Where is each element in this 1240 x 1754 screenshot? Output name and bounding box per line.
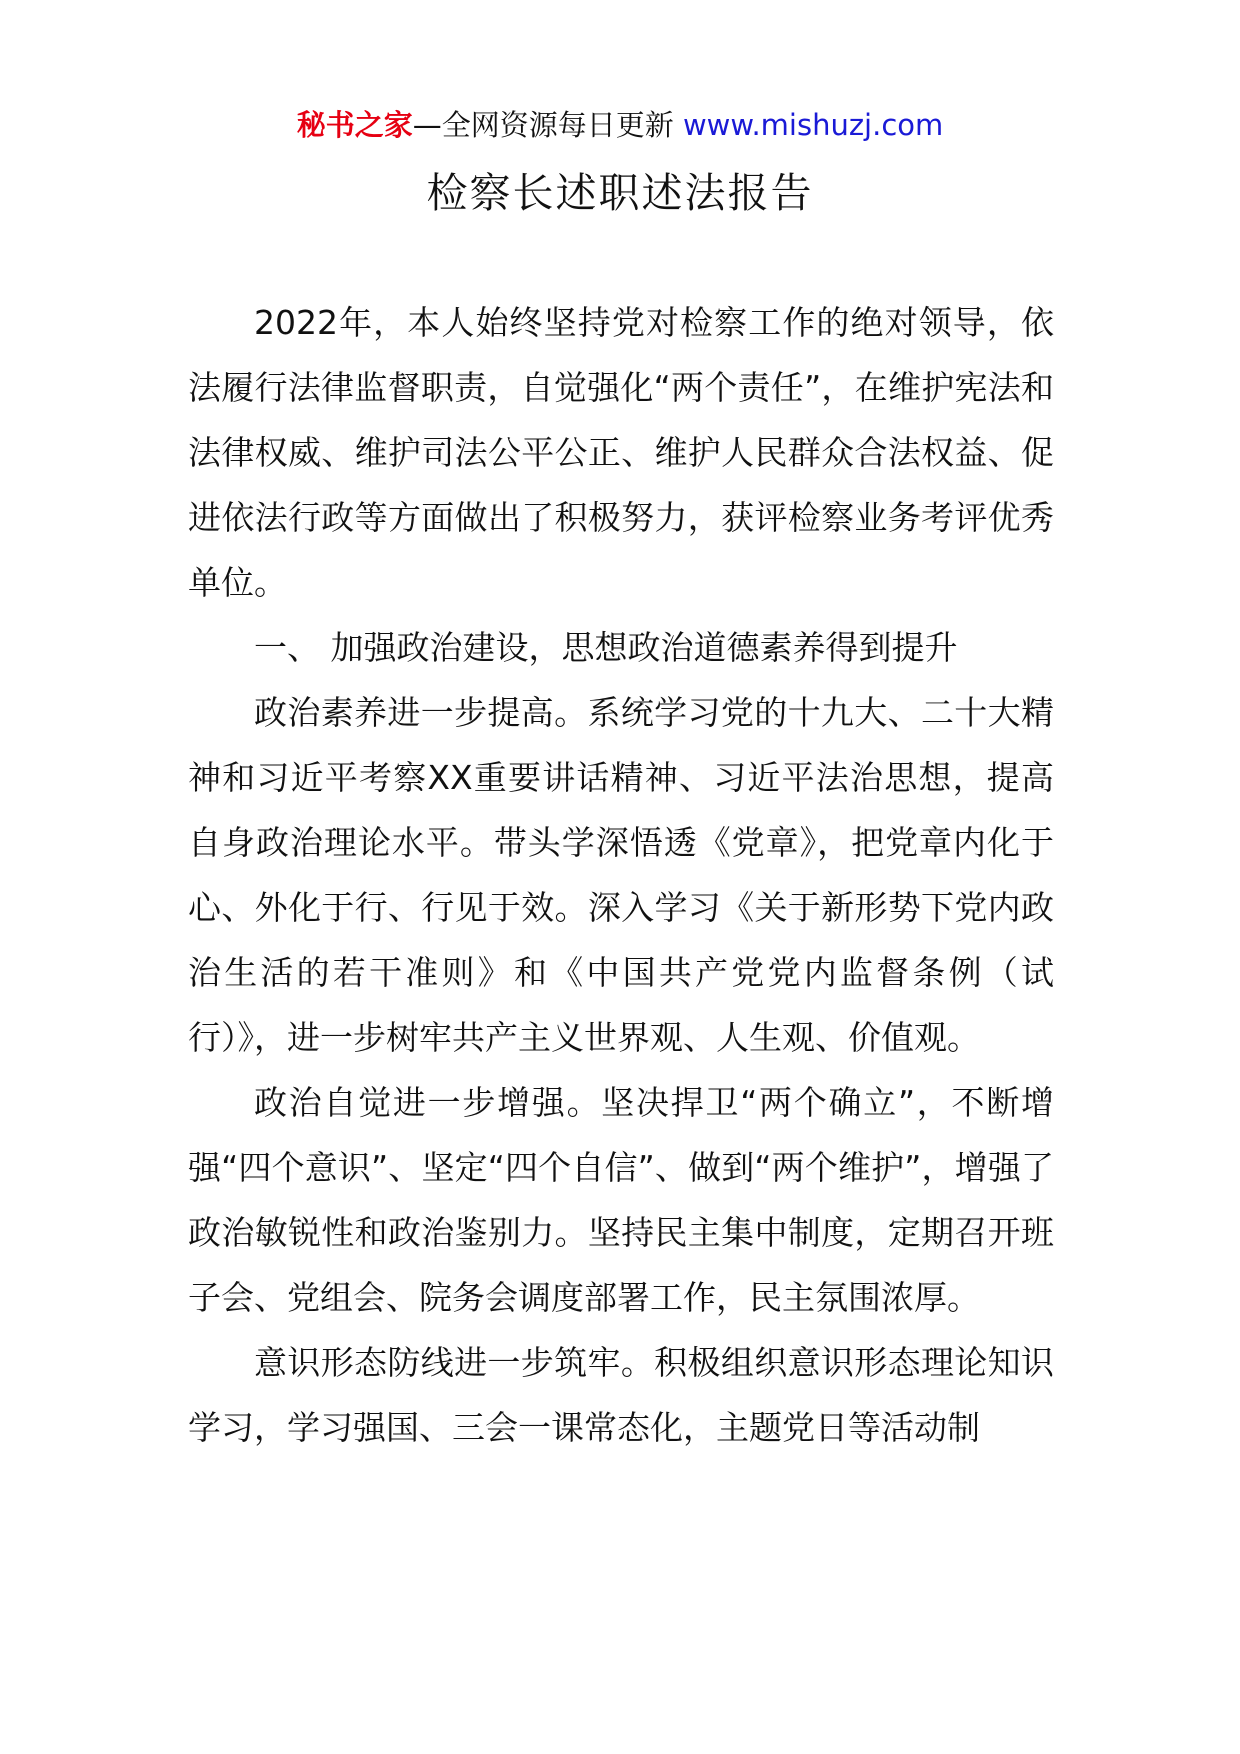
- paragraph-political-consciousness: 政治自觉进一步增强。坚决捍卫“两个确立”，不断增强“四个意识”、坚定“四个自信”、做到“两个维护”，增强了政治敏锐性和政治鉴别力。坚持民主集中制度，定期召开班子会、党组会、院务会调度部署工作，民主氛围浓厚。: [188, 1083, 1054, 1317]
- site-header: [0, 100, 1240, 150]
- site-url-link[interactable]: www.mishuzj.com: [682, 108, 944, 142]
- brand-name: 秘书之家: [296, 108, 413, 142]
- document-title: 检察长述职述法报告: [426, 169, 814, 217]
- paragraph-intro: 2022年，本人始终坚持党对检察工作的绝对领导，依法履行法律监督职责，自觉强化“两个责任”，在维护宪法和法律权威、维护司法公平公正、维护人民群众合法权益、促进依法行政等方面做出了积极努力，获评检察业务考评优秀单位。: [188, 303, 1054, 602]
- paragraph-political-literacy: 政治素养进一步提高。系统学习党的十九大、二十大精神和习近平考察XX重要讲话精神、习近平法治思想，提高自身政治理论水平。带头学深悟透《党章》，把党章内化于心、外化于行、行见于效。深入学习《关于新形势下党内政治生活的若干准则》和《中国共产党党内监督条例（试行）》，进一步树牢共产主义世界观、人生观、价值观。: [188, 693, 1054, 1057]
- header-tagline: —全网资源每日更新: [412, 108, 674, 142]
- paragraph-ideology: 意识形态防线进一步筑牢。积极组织意识形态理论知识学习，学习强国、三会一课常态化，主题党日等活动制: [188, 1343, 1054, 1447]
- section-heading: 一、 加强政治建设，思想政治道德素养得到提升: [254, 628, 958, 667]
- document-body: [188, 290, 1054, 1460]
